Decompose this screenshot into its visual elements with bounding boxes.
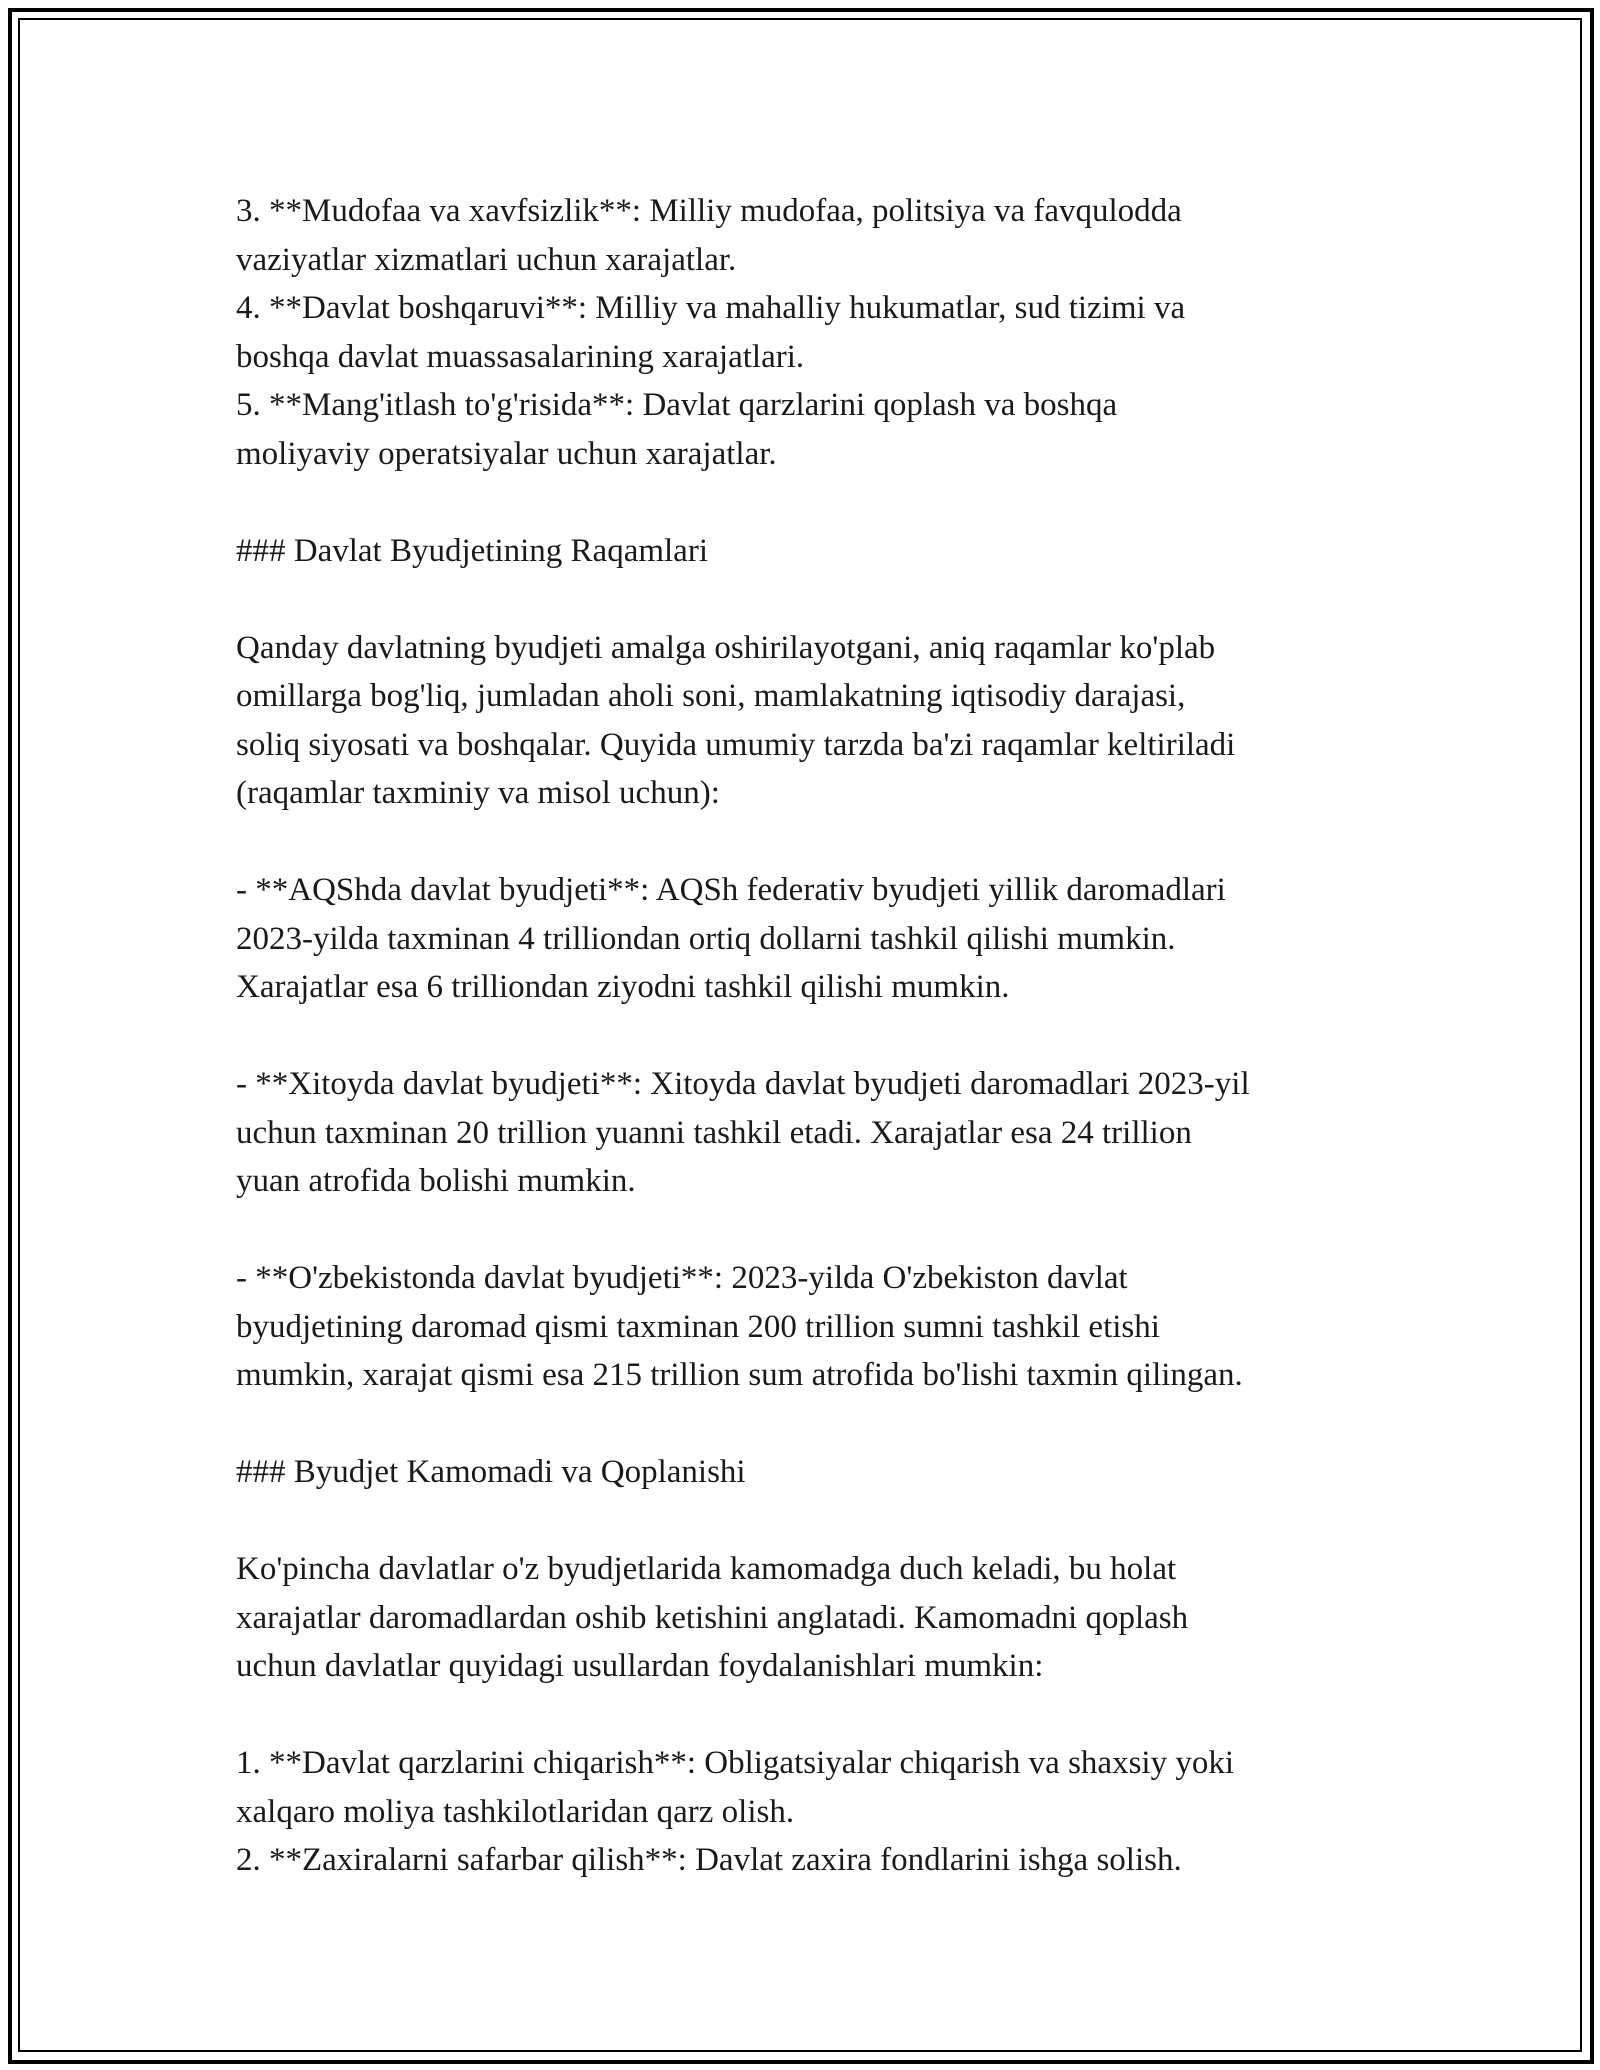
blank-line <box>236 1012 1376 1061</box>
text-line: byudjetining daromad qismi taxminan 200 trillion sumni tashkil etishi <box>236 1308 1160 1345</box>
text-line: omillarga bog'liq, jumladan aholi soni, mamlakatning iqtisodiy darajasi, <box>236 678 1186 714</box>
blank-line <box>236 1691 1376 1740</box>
section-heading: ### Davlat Byudjetining Raqamlari <box>236 532 708 569</box>
text-line: vaziyatlar xizmatlari uchun xarajatlar. <box>236 241 737 278</box>
text-line: Xarajatlar esa 6 trilliondan ziyodni tashkil qilishi mumkin. <box>236 969 1010 1005</box>
text-line: - **Xitoyda davlat byudjeti**: Xitoyda davlat byudjeti daromadlari 2023-yil <box>236 1066 1250 1102</box>
text-line: xalqaro moliya tashkilotlaridan qarz olish. <box>236 1793 795 1830</box>
text-line: uchun taxminan 20 trillion yuanni tashkil etadi. Xarajatlar esa 24 trillion <box>236 1114 1192 1151</box>
text-line: boshqa davlat muassasalarining xarajatlari. <box>236 338 805 375</box>
blank-line <box>236 1400 1376 1449</box>
blank-line <box>236 818 1376 867</box>
blank-line <box>236 478 1376 527</box>
blank-line <box>236 575 1376 624</box>
text-line: xarajatlar daromadlardan oshib ketishini anglatadi. Kamomadni qoplash <box>236 1599 1189 1636</box>
text-line: 3. **Mudofaa va xavfsizlik**: Milliy mudofaa, politsiya va favqulodda <box>236 193 1182 229</box>
text-line: uchun davlatlar quyidagi usullardan foydalanishlari mumkin: <box>236 1648 1044 1684</box>
text-line: mumkin, xarajat qismi esa 215 trillion sum atrofida bo'lishi taxmin qilingan. <box>236 1357 1243 1393</box>
blank-line <box>236 1497 1376 1546</box>
text-line: yuan atrofida bolishi mumkin. <box>236 1163 636 1199</box>
document-body <box>236 187 1376 1885</box>
text-line: - **O'zbekistonda davlat byudjeti**: 2023-yilda O'zbekiston davlat <box>236 1260 1128 1296</box>
text-line: 1. **Davlat qarzlarini chiqarish**: Obligatsiyalar chiqarish va shaxsiy yoki <box>236 1745 1234 1781</box>
text-line: 4. **Davlat boshqaruvi**: Milliy va mahalliy hukumatlar, sud tizimi va <box>236 290 1186 326</box>
blank-line <box>236 1206 1376 1255</box>
text-line: - **AQShda davlat byudjeti**: AQSh federativ byudjeti yillik daromadlari <box>236 872 1226 908</box>
text-line: Ko'pincha davlatlar o'z byudjetlarida kamomadga duch keladi, bu holat <box>236 1551 1177 1587</box>
text-line: 2. **Zaxiralarni safarbar qilish**: Davlat zaxira fondlarini ishga solish. <box>236 1842 1182 1878</box>
text-line: 2023-yilda taxminan 4 trilliondan ortiq dollarni tashkil qilishi mumkin. <box>236 920 1176 957</box>
section-heading: ### Byudjet Kamomadi va Qoplanishi <box>236 1454 746 1490</box>
text-line: moliyaviy operatsiyalar uchun xarajatlar. <box>236 435 777 472</box>
text-line: (raqamlar taxminiy va misol uchun): <box>236 775 720 811</box>
text-line: Qanday davlatning byudjeti amalga oshirilayotgani, aniq raqamlar ko'plab <box>236 629 1216 666</box>
text-line: 5. **Mang'itlash to'g'risida**: Davlat qarzlarini qoplash va boshqa <box>236 387 1118 423</box>
text-line: soliq siyosati va boshqalar. Quyida umumiy tarzda ba'zi raqamlar keltiriladi <box>236 726 1236 763</box>
